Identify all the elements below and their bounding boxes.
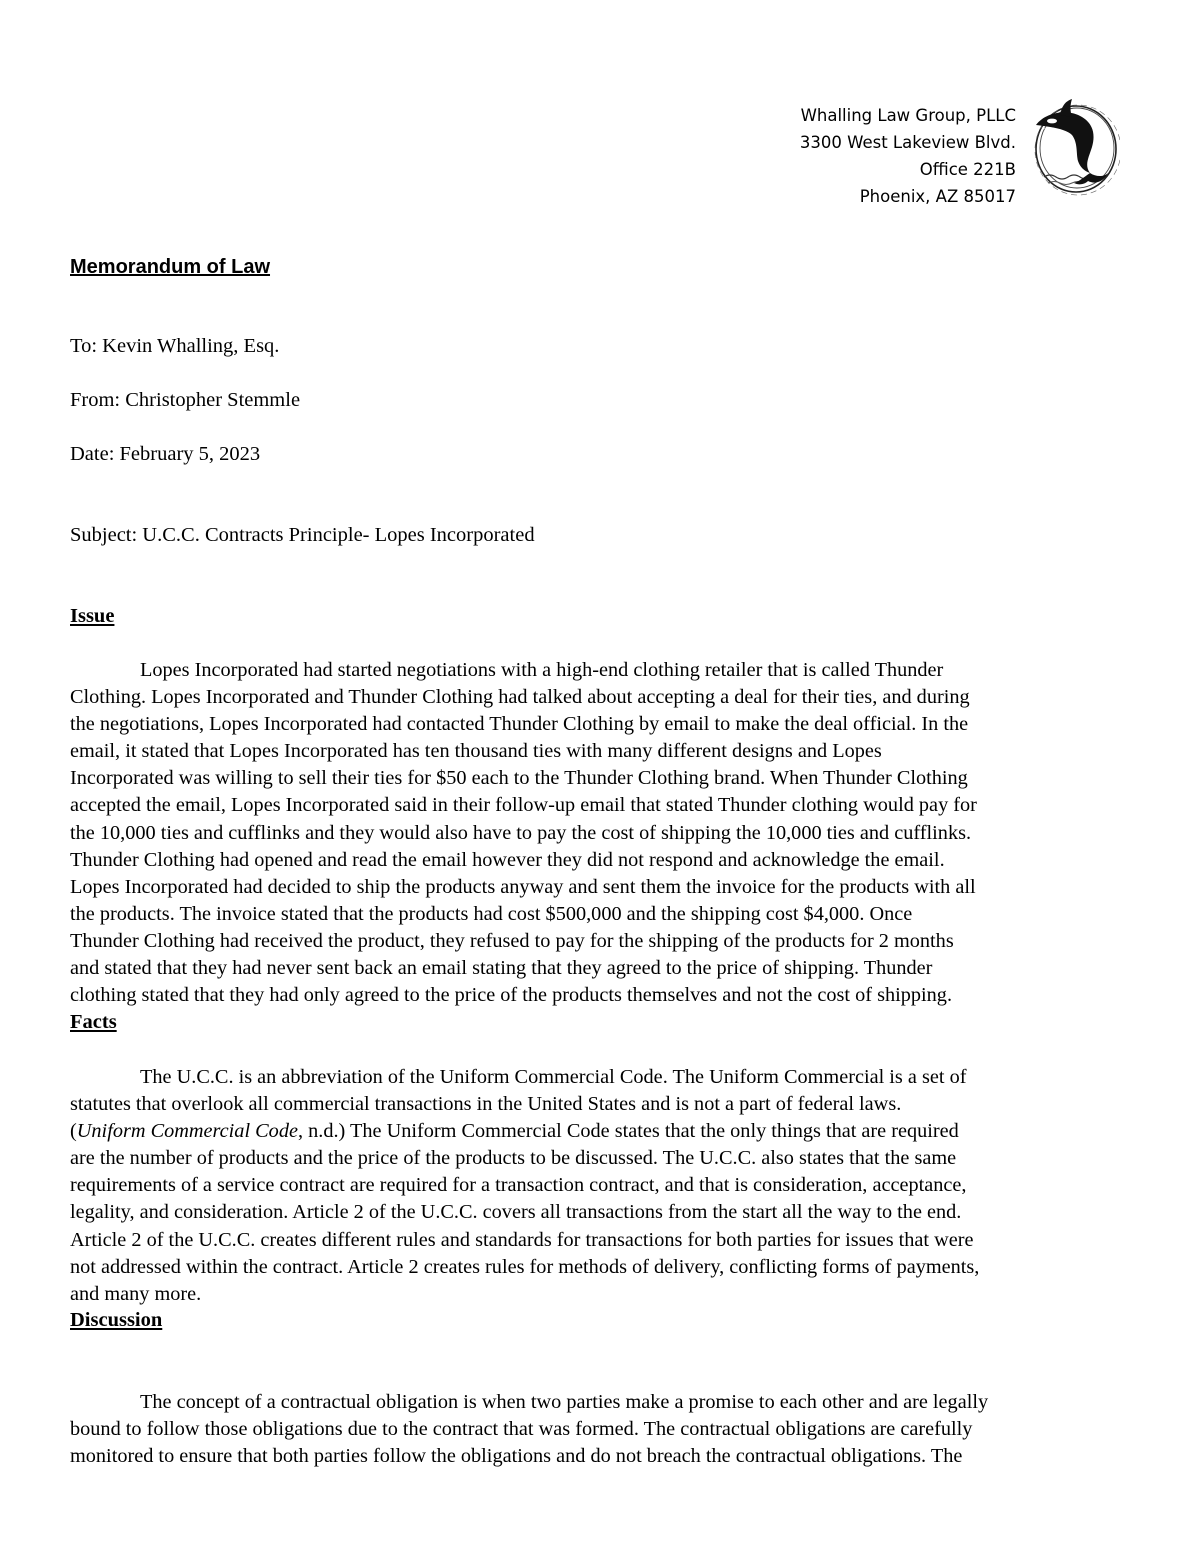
text-line: monitored to ensure that both parties follow the obligations and do not breach the contractual obligations. The [70, 1445, 963, 1468]
text-line: statutes that overlook all commercial transactions in the United States and is not a part of federal laws. [70, 1093, 902, 1116]
text-line: The U.C.C. is an abbreviation of the Uniform Commercial Code. The Uniform Commercial is a set of [140, 1066, 967, 1088]
citation-line [70, 1118, 1130, 1145]
firm-office: Office 221B [919, 160, 1016, 179]
text-line: clothing stated that they had only agreed to the price of the products themselves and not the cost of shipping. [70, 984, 953, 1007]
text-line: Thunder Clothing had received the product, they refused to pay for the shipping of the products for 2 months [70, 929, 954, 952]
letterhead-address [800, 102, 1016, 210]
text-line: and stated that they had never sent back an email stating that they agreed to the price of shipping. Thunder [70, 957, 933, 980]
text-line: bound to follow those obligations due to the contract that was formed. The contractual obligations are carefully [70, 1418, 973, 1441]
text-line: Lopes Incorporated had started negotiations with a high-end clothing retailer that is called Thunder [140, 659, 944, 681]
firm-city: Phoenix, AZ 85017 [859, 187, 1016, 206]
facts-paragraph [70, 1064, 1130, 1308]
text-line: The concept of a contractual obligation is when two parties make a promise to each other and are legally [140, 1391, 989, 1413]
text-line: Incorporated was willing to sell their ties for $50 each to the Thunder Clothing brand. When Thunder Clothing [70, 767, 968, 790]
text-line: are the number of products and the price of the products to be discussed. The U.C.C. also states that the same [70, 1147, 957, 1170]
text-line: Lopes Incorporated had decided to ship the products anyway and sent them the invoice for the products with all [70, 875, 976, 898]
text-line: Article 2 of the U.C.C. creates different rules and standards for transactions for both parties for issues that were [70, 1228, 974, 1251]
text-line: accepted the email, Lopes Incorporated said in their follow-up email that stated Thunder clothing would pay for [70, 794, 977, 817]
text-line: the products. The invoice stated that the products had cost $500,000 and the shipping cost $4,000. Once [70, 902, 913, 925]
text-line: legality, and consideration. Article 2 of the U.C.C. covers all transactions from the start all the way to the end. [70, 1201, 962, 1224]
citation-open: ( [70, 1120, 77, 1143]
memo-date: Date: February 5, 2023 [70, 443, 261, 465]
text-line: and many more. [70, 1282, 202, 1305]
citation-rest: , n.d.) The Uniform Commercial Code states that the only things that are required [297, 1120, 959, 1143]
text-line: Clothing. Lopes Incorporated and Thunder Clothing had talked about accepting a deal for their ties, and during [70, 686, 970, 709]
memo-from: From: Christopher Stemmle [70, 389, 301, 411]
firm-name: Whalling Law Group, PLLC [800, 106, 1016, 125]
text-line: not addressed within the contract. Article 2 creates rules for methods of delivery, conflicting forms of payments, [70, 1255, 980, 1278]
issue-paragraph [70, 657, 1130, 1009]
citation-title: Uniform Commercial Code [76, 1120, 298, 1143]
text-line: requirements of a service contract are required for a transaction contract, and that is consideration, acceptance, [70, 1174, 967, 1197]
text-line: the negotiations, Lopes Incorporated had contacted Thunder Clothing by email to make the deal official. In the [70, 713, 969, 736]
issue-heading: Issue [70, 605, 115, 627]
memo-to: To: Kevin Whalling, Esq. [70, 335, 280, 357]
discussion-paragraph [70, 1389, 1130, 1470]
text-line: Thunder Clothing had opened and read the email however they did not respond and acknowledge the email. [70, 848, 945, 871]
discussion-heading: Discussion [70, 1309, 163, 1331]
text-line: the 10,000 ties and cufflinks and they would also have to pay the cost of shipping the 10,000 ties and cufflinks. [70, 821, 972, 844]
firm-street: 3300 West Lakeview Blvd. [799, 133, 1016, 152]
memo-subject: Subject: U.C.C. Contracts Principle- Lopes Incorporated [70, 524, 535, 546]
facts-heading: Facts [70, 1011, 117, 1033]
memo-title: Memorandum of Law [70, 256, 271, 278]
orca-whale-seal-icon [1026, 97, 1120, 201]
text-line: email, it stated that Lopes Incorporated has ten thousand ties with many different designs and Lopes [70, 740, 882, 763]
